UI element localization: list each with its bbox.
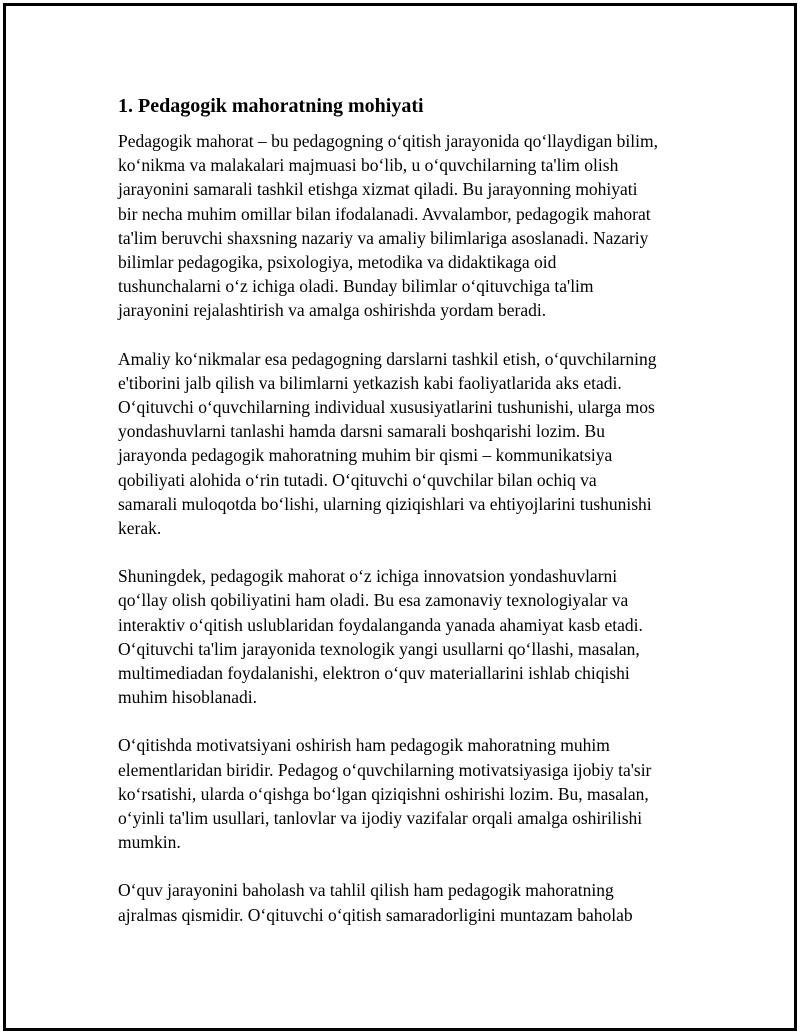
- paragraph-1: [118, 129, 698, 323]
- text-line: Amaliy koʻnikmalar esa pedagogning darslarni tashkil etish, oʻquvchilarning: [118, 348, 657, 369]
- paragraph-4: [118, 733, 698, 854]
- document-body: [118, 92, 698, 951]
- text-line: ajralmas qismidir. Oʻqituvchi oʻqitish samaradorligini muntazam baholab: [118, 904, 633, 925]
- text-line: jarayonda pedagogik mahoratning muhim bir qismi – kommunikatsiya: [118, 445, 613, 466]
- text-line: Oʻqitishda motivatsiyani oshirish ham pedagogik mahoratning muhim: [118, 735, 610, 756]
- paragraph-5: [118, 878, 698, 926]
- text-line: jarayonini samarali tashkil etishga xizmat qiladi. Bu jarayonning mohiyati: [118, 179, 638, 200]
- text-line: mumkin.: [118, 832, 181, 853]
- text-line: bir necha muhim omillar bilan ifodalanadi. Avvalambor, pedagogik mahorat: [118, 203, 651, 224]
- text-line: yondashuvlarni tanlashi hamda darsni samarali boshqarishi lozim. Bu: [118, 421, 605, 442]
- text-line: Oʻqituvchi oʻquvchilarning individual xususiyatlarini tushunishi, ularga mos: [118, 397, 655, 418]
- text-line: qoʻllay olish qobiliyatini ham oladi. Bu esa zamonaviy texnologiyalar va: [118, 590, 629, 611]
- text-line: e'tiborini jalb qilish va bilimlarni yetkazish kabi faoliyatlarida aks etadi.: [118, 372, 622, 393]
- text-line: Pedagogik mahorat – bu pedagogning oʻqitish jarayonida qoʻllaydigan bilim,: [118, 131, 658, 151]
- text-line: ta'lim beruvchi shaxsning nazariy va amaliy bilimlariga asoslanadi. Nazariy: [118, 227, 649, 248]
- text-line: elementlaridan biridir. Pedagog oʻquvchilarning motivatsiyasiga ijobiy ta'sir: [118, 759, 652, 780]
- text-line: Shuningdek, pedagogik mahorat oʻz ichiga innovatsion yondashuvlarni: [118, 566, 618, 587]
- text-line: tushunchalarni oʻz ichiga oladi. Bunday bilimlar oʻqituvchiga ta'lim: [118, 276, 594, 297]
- text-line: interaktiv oʻqitish uslublaridan foydalanganda yanada ahamiyat kasb etadi.: [118, 614, 643, 635]
- text-line: koʻnikma va malakalari majmuasi boʻlib, u oʻquvchilarning ta'lim olish: [118, 155, 619, 176]
- paragraph-2: [118, 347, 698, 541]
- paragraph-3: [118, 564, 698, 709]
- text-line: kerak.: [118, 518, 162, 539]
- text-line: muhim hisoblanadi.: [118, 687, 258, 708]
- text-line: oʻyinli ta'lim usullari, tanlovlar va ijodiy vazifalar orqali amalga oshirilishi: [118, 808, 643, 829]
- section-heading: 1. Pedagogik mahoratning mohiyati: [118, 95, 424, 117]
- text-line: jarayonini rejalashtirish va amalga oshirishda yordam beradi.: [118, 300, 547, 321]
- text-line: koʻrsatishi, ularda oʻqishga boʻlgan qiziqishni oshirishi lozim. Bu, masalan,: [118, 783, 649, 804]
- text-line: bilimlar pedagogika, psixologiya, metodika va didaktikaga oid: [118, 252, 557, 273]
- text-line: Oʻquv jarayonini baholash va tahlil qilish ham pedagogik mahoratning: [118, 880, 614, 901]
- text-line: multimediadan foydalanishi, elektron oʻquv materiallarini ishlab chiqishi: [118, 663, 630, 684]
- text-line: samarali muloqotda boʻlishi, ularning qiziqishlari va ehtiyojlarini tushunishi: [118, 493, 652, 514]
- text-line: Oʻqituvchi ta'lim jarayonida texnologik yangi usullarni qoʻllashi, masalan,: [118, 638, 640, 659]
- text-line: qobiliyati alohida oʻrin tutadi. Oʻqituvchi oʻquvchilar bilan ochiq va: [118, 469, 597, 490]
